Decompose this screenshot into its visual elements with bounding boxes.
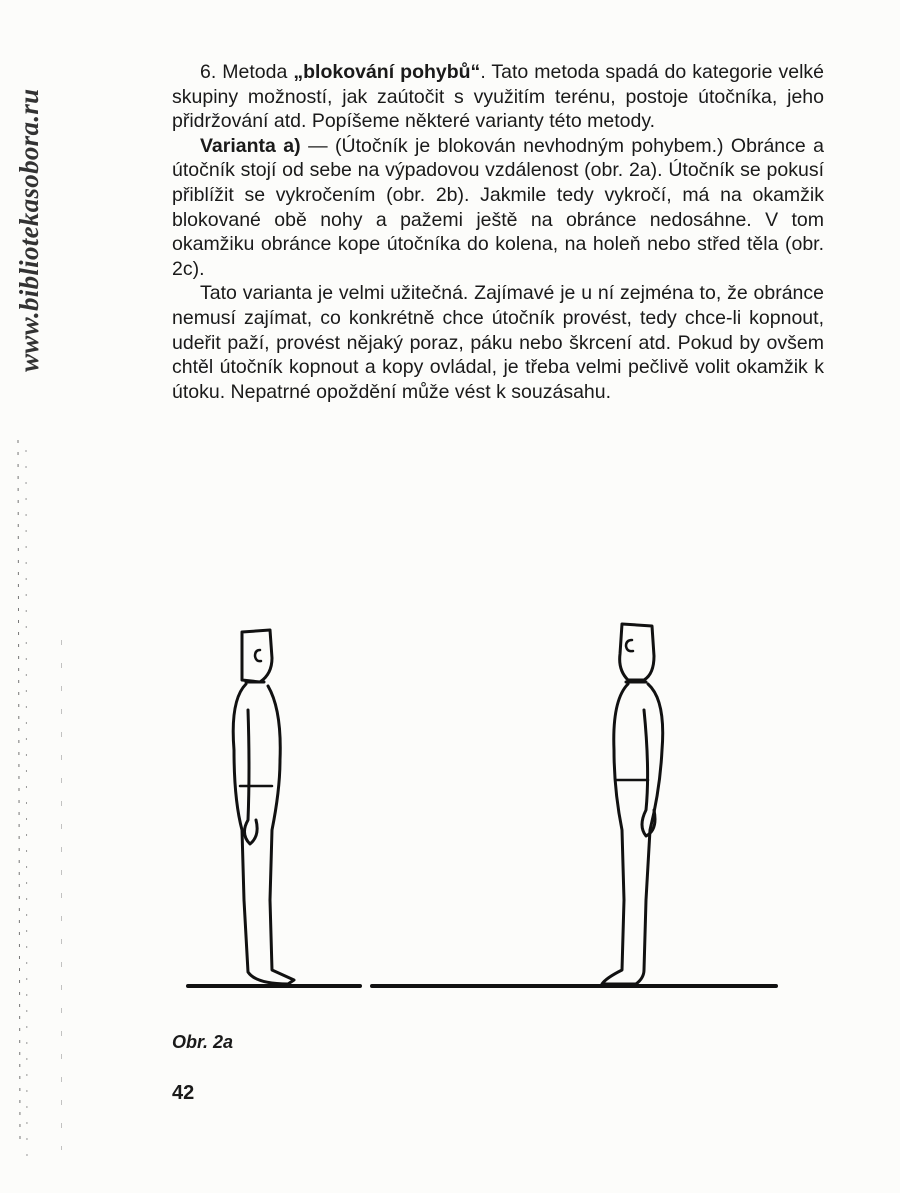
paragraph-variant-a: Varianta a) — (Útočník je blokován nevhodným pohybem.) Obránce a útočník stojí od sebe na výpadovou vzdálenost (obr. 2a). Útočník se pokusí přiblížit se vykročením (obr. 2b). Jakmile tedy vykročí, má na okamžik blokované obě nohy a pažemi ještě na obránce nedosáhne. V tom okamžiku obránce kope útočníka do kolena, na holeň nebo střed těla (obr. 2c). xyxy=(172,134,824,280)
page-number: 42 xyxy=(172,1082,195,1104)
body-text xyxy=(172,60,824,404)
site-watermark: www.bibliotekasobora.ru xyxy=(14,88,44,372)
paragraph-variant-note: Tato varianta je velmi užitečná. Zajímavé je u ní zejména to, že obránce nemusí zajímat, co konkrétně chce útočník provést, tedy chce-li kopnout, udeřit paží, provést nějaký poraz, páku nebo škrcení atd. Pokud by ovšem chtěl útočník kopnout a kopy ovládal, je třeba velmi pečlivě volit okamžik k útoku. Nepatrné opoždění může vést k souzásahu. xyxy=(172,282,824,403)
figure-right-person xyxy=(602,624,663,984)
figure-left-person xyxy=(233,630,294,984)
figure-2a-illustration xyxy=(160,600,800,1020)
paragraph-method-6: 6. Metoda „blokování pohybů“. Tato metoda spadá do kategorie velké skupiny možností, jak zaútočit s využitím terénu, postoje útočníka, jeho přidržování atd. Popíšeme některé varianty této metody. xyxy=(172,61,824,133)
figure-caption: Obr. 2a xyxy=(172,1032,234,1052)
